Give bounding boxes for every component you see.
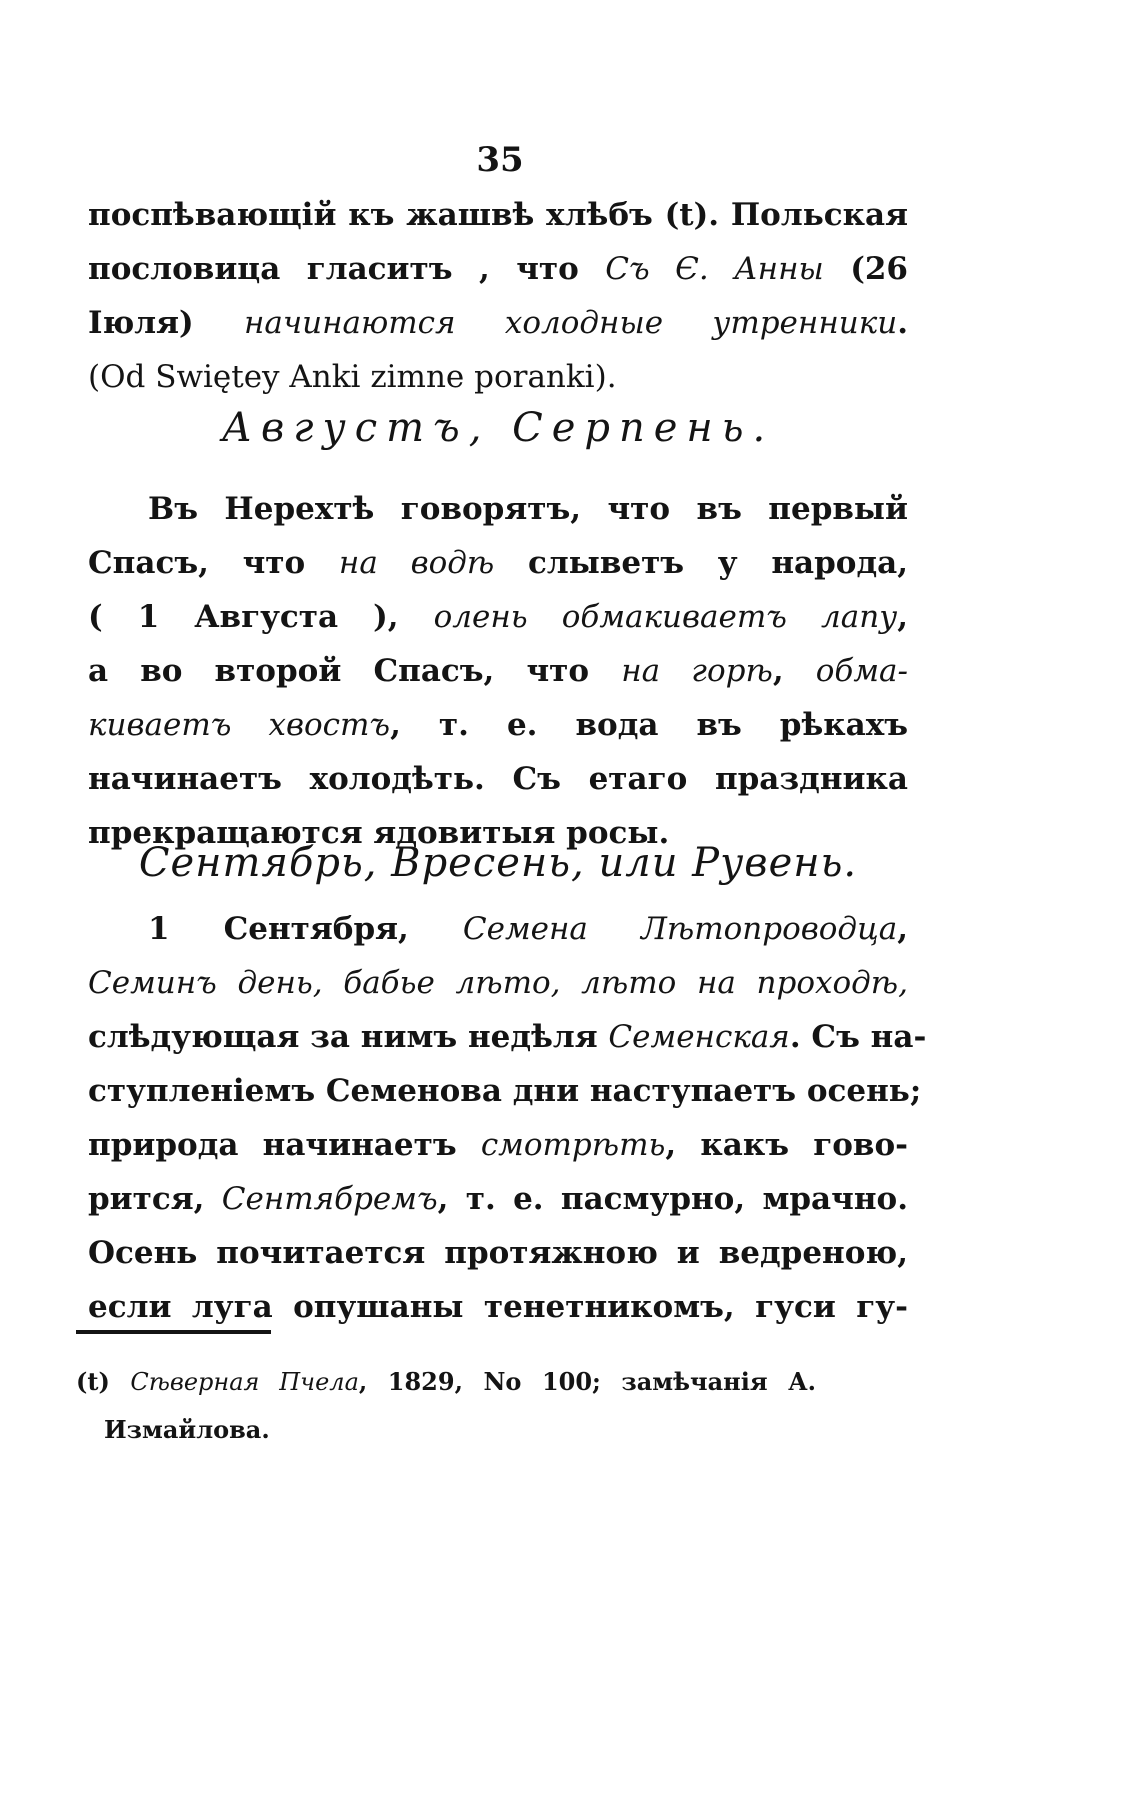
text-span: , 1829, No 100; замѣчанія А. xyxy=(358,1367,816,1396)
footnote xyxy=(76,1358,816,1454)
page-number: 35 xyxy=(476,140,524,180)
text-line: ступленіемъ Семенова дни наступаетъ осень; xyxy=(88,1073,922,1109)
text-span: , xyxy=(772,653,816,689)
text-line xyxy=(88,1172,908,1226)
text-span: , какъ гово- xyxy=(665,1127,908,1163)
text-span: , т. е. пасмурно, мрачно. xyxy=(437,1181,908,1217)
text-line xyxy=(88,1010,927,1064)
italic-span: обма- xyxy=(815,653,908,689)
text-line xyxy=(88,242,908,296)
text-span: , xyxy=(897,599,908,635)
text-line xyxy=(88,1118,908,1172)
footnote-divider xyxy=(76,1330,271,1334)
text-span: 1 Сентября, xyxy=(148,911,463,947)
text-span: пословица гласитъ , что xyxy=(88,251,606,287)
text-line xyxy=(88,536,908,590)
italic-span: начинаются холодные утренники xyxy=(243,305,898,341)
footnote-line: Измайлова. xyxy=(104,1415,270,1444)
footnote-source: Сѣверная Пчела xyxy=(130,1368,359,1396)
text-line xyxy=(88,590,908,644)
text-span: ( 1 Августа ), xyxy=(88,599,434,635)
section-heading-august: Августъ, Серпень. xyxy=(221,405,775,451)
text-span: а во второй Спасъ, что xyxy=(88,653,622,689)
footnote-marker: (t) xyxy=(76,1367,110,1396)
text-span: , т. е. вода въ рѣкахъ xyxy=(390,707,909,743)
paragraph-august xyxy=(88,482,908,860)
text-line xyxy=(88,698,908,752)
text-span: . xyxy=(897,305,908,341)
text-line xyxy=(88,644,908,698)
text-line xyxy=(88,296,908,350)
text-span: Іюля) xyxy=(88,305,244,341)
italic-span: Семена Лѣтопроводца xyxy=(462,911,898,947)
text-span: слыветъ у народа, xyxy=(494,545,909,581)
italic-span: Съ Є. Анны xyxy=(605,251,824,287)
text-span: . Съ на- xyxy=(789,1019,927,1055)
text-span: природа начинаетъ xyxy=(88,1127,481,1163)
text-span: , xyxy=(897,911,908,947)
paragraph-july-end xyxy=(88,188,908,404)
italic-span: олень обмакиваетъ лапу xyxy=(433,599,898,635)
italic-span: смотрѣть xyxy=(480,1127,666,1163)
text-line: если луга опушаны тенетникомъ, гуси гу- xyxy=(88,1289,908,1325)
text-line: поспѣвающій къ жашвѣ хлѣбъ (t). Польская xyxy=(88,197,908,233)
paragraph-september xyxy=(88,902,927,1334)
italic-span: на горѣ xyxy=(621,653,773,689)
text-span: (26 xyxy=(823,251,908,287)
text-line: Осень почитается протяжною и ведреною, xyxy=(88,1235,908,1271)
footnote-line xyxy=(76,1358,816,1406)
italic-span: Семенская xyxy=(608,1019,790,1055)
section-heading-september: Сентябрь, Вресень, или Рувень. xyxy=(138,840,858,886)
italic-span: на водѣ xyxy=(338,545,495,581)
italic-span: киваетъ хвостъ xyxy=(88,707,391,743)
text-line: прекращаются ядовитыя росы. xyxy=(88,815,670,851)
text-line: Семинъ день, бабье лѣто, лѣто на проходѣ, xyxy=(88,965,908,1001)
text-span: слѣдующая за нимъ недѣля xyxy=(88,1019,609,1055)
text-span: Спасъ, что xyxy=(88,545,339,581)
text-line: Въ Нерехтѣ говорятъ, что въ первый xyxy=(148,491,908,527)
text-line xyxy=(88,902,908,956)
italic-span: Сентябремъ xyxy=(221,1181,438,1217)
text-span: рится, xyxy=(88,1181,222,1217)
text-line: начинаетъ холодѣть. Съ етаго праздника xyxy=(88,761,908,797)
text-line: (Od Swiętey Anki zimne poranki). xyxy=(88,359,617,395)
